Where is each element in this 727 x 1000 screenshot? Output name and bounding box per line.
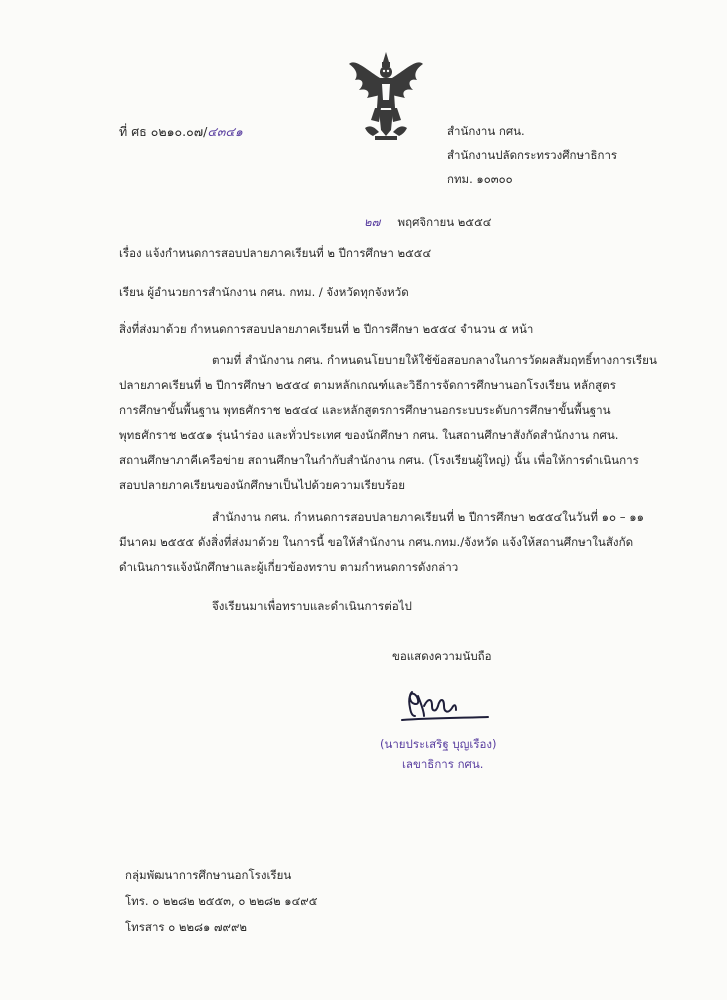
sender-line-1: สำนักงาน กศน. [447, 124, 525, 138]
footer-department: กลุ่มพัฒนาการศึกษานอกโรงเรียน [125, 868, 292, 882]
paragraph2-line: สำนักงาน กศน. กำหนดการสอบปลายภาคเรียนที่ ๒ ปีการศึกษา ๒๕๕๔ในวันที่ ๑๐ – ๑๑ [212, 510, 644, 524]
sender-line-2: สำนักงานปลัดกระทรวงศึกษาธิการ [447, 148, 618, 162]
letter-enclosure: สิ่งที่ส่งมาด้วย กำหนดการสอบปลายภาคเรียนที่ ๒ ปีการศึกษา ๒๕๕๔ จำนวน ๕ หน้า [119, 322, 534, 336]
letter-date [364, 215, 492, 230]
handwritten-signature-icon [398, 684, 490, 728]
paragraph2-line: ดำเนินการแจ้งนักศึกษาและผู้เกี่ยวข้องทราบ ตามกำหนดการดังกล่าว [119, 560, 459, 574]
valediction: ขอแสดงความนับถือ [392, 649, 492, 663]
garuda-emblem-icon [345, 50, 427, 145]
paragraph1-line: พุทธศักราช ๒๕๕๑ รุ่นนำร่อง และทั่วประเทศ ของนักศึกษา กศน. ในสถานศึกษาสังกัดสำนักงาน กศน. [119, 428, 619, 442]
paragraph1-line: สอบปลายภาคเรียนของนักศึกษาเป็นไปด้วยความเรียบร้อย [119, 478, 406, 492]
footer-fax: โทรสาร ๐ ๒๒๘๑ ๗๙๙๒ [125, 920, 247, 934]
reference-prefix: ที่ ศธ ๐๒๑๐.๐๗/ [119, 124, 208, 139]
paragraph1-line: การศึกษาขั้นพื้นฐาน พุทธศักราช ๒๕๔๔ และหลักสูตรการศึกษานอกระบบระดับการศึกษาขั้นพื้นฐาน [119, 403, 611, 417]
sender-line-3: กทม. ๑๐๓๐๐ [447, 172, 513, 186]
footer-phone: โทร. ๐ ๒๒๘๒ ๒๕๕๓, ๐ ๒๒๘๒ ๑๔๙๕ [125, 894, 318, 908]
signer-title: เลขาธิการ กศน. [402, 757, 484, 771]
signer-name: (นายประเสริฐ บุญเรือง) [380, 737, 497, 751]
paragraph1-line: สถานศึกษาภาคีเครือข่าย สถานศึกษาในกำกับสำนักงาน กศน. (โรงเรียนผู้ใหญ่) นั้น เพื่อให้การดำเนินการ [119, 453, 639, 467]
paragraph2-line: มีนาคม ๒๕๕๕ ดังสิ่งที่ส่งมาด้วย ในการนี้ ขอให้สำนักงาน กศน.กทม./จังหวัด แจ้งให้สถานศึกษาในสังกัด [119, 535, 634, 549]
letter-recipient: เรียน ผู้อำนวยการสำนักงาน กศน. กทม. / จังหวัดทุกจังหวัด [119, 285, 409, 299]
letter-subject: เรื่อง แจ้งกำหนดการสอบปลายภาคเรียนที่ ๒ ปีการศึกษา ๒๕๕๔ [119, 246, 432, 260]
paragraph1-line: ปลายภาคเรียนที่ ๒ ปีการศึกษา ๒๕๕๔ ตามหลักเกณฑ์และวิธีการจัดการศึกษานอกโรงเรียน หลักสูตร [119, 378, 617, 392]
paragraph1-line: ตามที่ สำนักงาน กศน. กำหนดนโยบายให้ใช้ข้อสอบกลางในการวัดผลสัมฤทธิ์ทางการเรียน [212, 353, 657, 367]
date-day-handwritten: ๒๗ [364, 215, 381, 229]
closing-request: จึงเรียนมาเพื่อทราบและดำเนินการต่อไป [212, 599, 412, 613]
reference-handwritten-number: ๔๓๔๑ [207, 124, 243, 139]
date-month-year: พฤศจิกายน ๒๕๕๔ [397, 215, 492, 229]
reference-number [119, 124, 243, 140]
